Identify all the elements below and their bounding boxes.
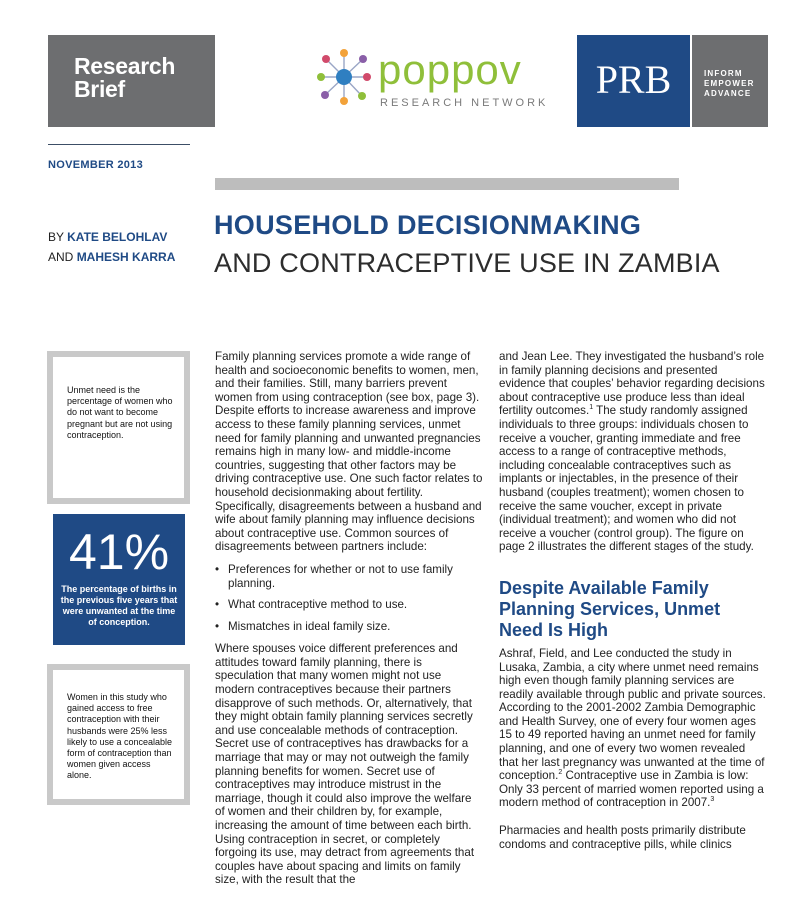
- stat-caption: The percentage of births in the previous five years that were unwanted at the time of conception.: [60, 584, 178, 627]
- prb-tagline-box: [692, 35, 768, 127]
- poppov-network-icon: [315, 47, 373, 107]
- authors: [48, 227, 175, 267]
- footnote-ref-1: 1: [589, 404, 594, 412]
- tagline-advance: ADVANCE: [704, 89, 752, 98]
- body-column-1: [215, 350, 483, 887]
- poppov-subtitle: RESEARCH NETWORK: [380, 97, 549, 109]
- header-divider: [48, 144, 190, 145]
- sidebar-finding-box: [47, 664, 190, 805]
- page-subtitle: AND CONTRACEPTIVE USE IN ZAMBIA: [214, 248, 720, 278]
- list-item: • Preferences for whether or not to use family planning.: [228, 563, 483, 590]
- prb-wordmark: PRB: [595, 57, 672, 102]
- prb-logo: [577, 35, 690, 127]
- footnote-ref-2: 2: [558, 769, 563, 777]
- authors-prefix: BY: [48, 230, 64, 244]
- study-design-paragraph: [499, 350, 767, 554]
- study-finding: Women in this study who gained access to free contraception with their husbands were 25% less likely to use a concealable form of contraception than women given access alone.: [67, 692, 173, 781]
- brief-label-line2: Brief: [74, 76, 125, 102]
- list-item: • Mismatches in ideal family size.: [228, 620, 483, 634]
- study-design-text-b: The study randomly assigned individuals to three groups: individuals chosen to receive a voucher, granting immediate and free access to a range of contraceptive methods, including concealable contraceptives such as implants or injectables, in the presence of their husband (couples treatment); women chosen to receive the same voucher, except in private (individual treatment); and women who did not receive a voucher (control group). The figure on page 2 illustrates the different stages of the study.: [499, 404, 754, 554]
- poppov-wordmark: poppov: [378, 46, 522, 93]
- research-brief-badge: [48, 35, 215, 127]
- research-brief-label: [74, 55, 175, 101]
- author-2: MAHESH KARRA: [76, 250, 176, 264]
- tagline-inform: INFORM: [704, 69, 743, 78]
- sidebar-definition-box: [47, 351, 190, 504]
- list-item: • What contraceptive method to use.: [228, 598, 483, 612]
- poppov-logo: [315, 45, 555, 115]
- publication-date: NOVEMBER 2013: [48, 159, 143, 171]
- brief-label-line1: Research: [74, 53, 176, 79]
- footnote-ref-3: 3: [710, 796, 715, 804]
- section-heading: Despite Available Family Planning Services, Unmet Need Is High: [499, 577, 721, 640]
- author-1: KATE BELOHLAV: [67, 230, 168, 244]
- lusaka-text-b: Contraceptive use in Zambia is low: Only 33 percent of married women reported using a modern method of contraception in 2007.: [499, 769, 764, 810]
- page-title: HOUSEHOLD DECISIONMAKING: [214, 210, 642, 240]
- tagline-empower: EMPOWER: [704, 79, 755, 88]
- disagreement-list: [215, 563, 483, 633]
- stat-box: [53, 514, 185, 645]
- lusaka-text-a: Ashraf, Field, and Lee conducted the study in Lusaka, Zambia, a city where unmet need remains high even though family planning services are readily available through public and private sources. According to the 2001-2002 Zambia Demographic and Health Survey, one of every four women ages 15 to 49 reported having an unmet need for family planning, and one of every two women revealed that her last pregnancy was unwanted at the time of conception.: [499, 646, 766, 783]
- title-accent-bar: [215, 178, 679, 190]
- stat-value: 41%: [68, 524, 170, 580]
- pharmacies-paragraph: Pharmacies and health posts primarily distribute condoms and contraceptive pills, while clinics: [499, 824, 746, 851]
- lusaka-paragraph: [499, 647, 767, 810]
- prb-tagline: [704, 69, 755, 99]
- intro-paragraph: Family planning services promote a wide range of health and socioeconomic benefits to women, men, and their families. Still, many barriers prevent women from using contraception (see box, page 3). Despite efforts to increase awareness and improve access to these family planning services, unmet need for family planning and unwanted pregnancies remains high in many low- and middle-income countries, suggesting that other factors may be driving contraceptive use. One such factor relates to household decisionmaking about fertility. Specifically, disagreements between a husband and wife about family planning may influence decisions about contraceptive use. Common sources of disagreements between partners include:: [215, 350, 483, 554]
- secret-use-paragraph: Where spouses voice different preferences and attitudes toward family planning, there is speculation that many women might not use modern contraceptives because their partners disapprove of such methods. Or, alternatively, that they might obtain family planning services secretly and use concealable methods of contraception. Secret use of contraceptives has drawbacks for a marriage that may or may not outweigh the family planning benefits for women. Secret use of contraceptives may introduce mistrust in the marriage, though it could also improve the welfare of women and their children by, for example, increasing the amount of time between each birth. Using contraception in secret, or completely forgoing its use, may detract from agreements that couples have about spacing and limits on family size, with the result that the: [215, 642, 475, 887]
- authors-joiner: AND: [48, 250, 74, 264]
- unmet-need-definition: Unmet need is the percentage of women who do not want to become pregnant but are not using contraception.: [67, 385, 173, 440]
- body-column-2: [499, 350, 767, 851]
- study-design-text-a: and Jean Lee. They investigated the husband’s role in family planning decisions and presented evidence that couples’ behavior regarding decisions about contraceptive use produce less than ideal fertility outcomes.: [499, 350, 765, 418]
